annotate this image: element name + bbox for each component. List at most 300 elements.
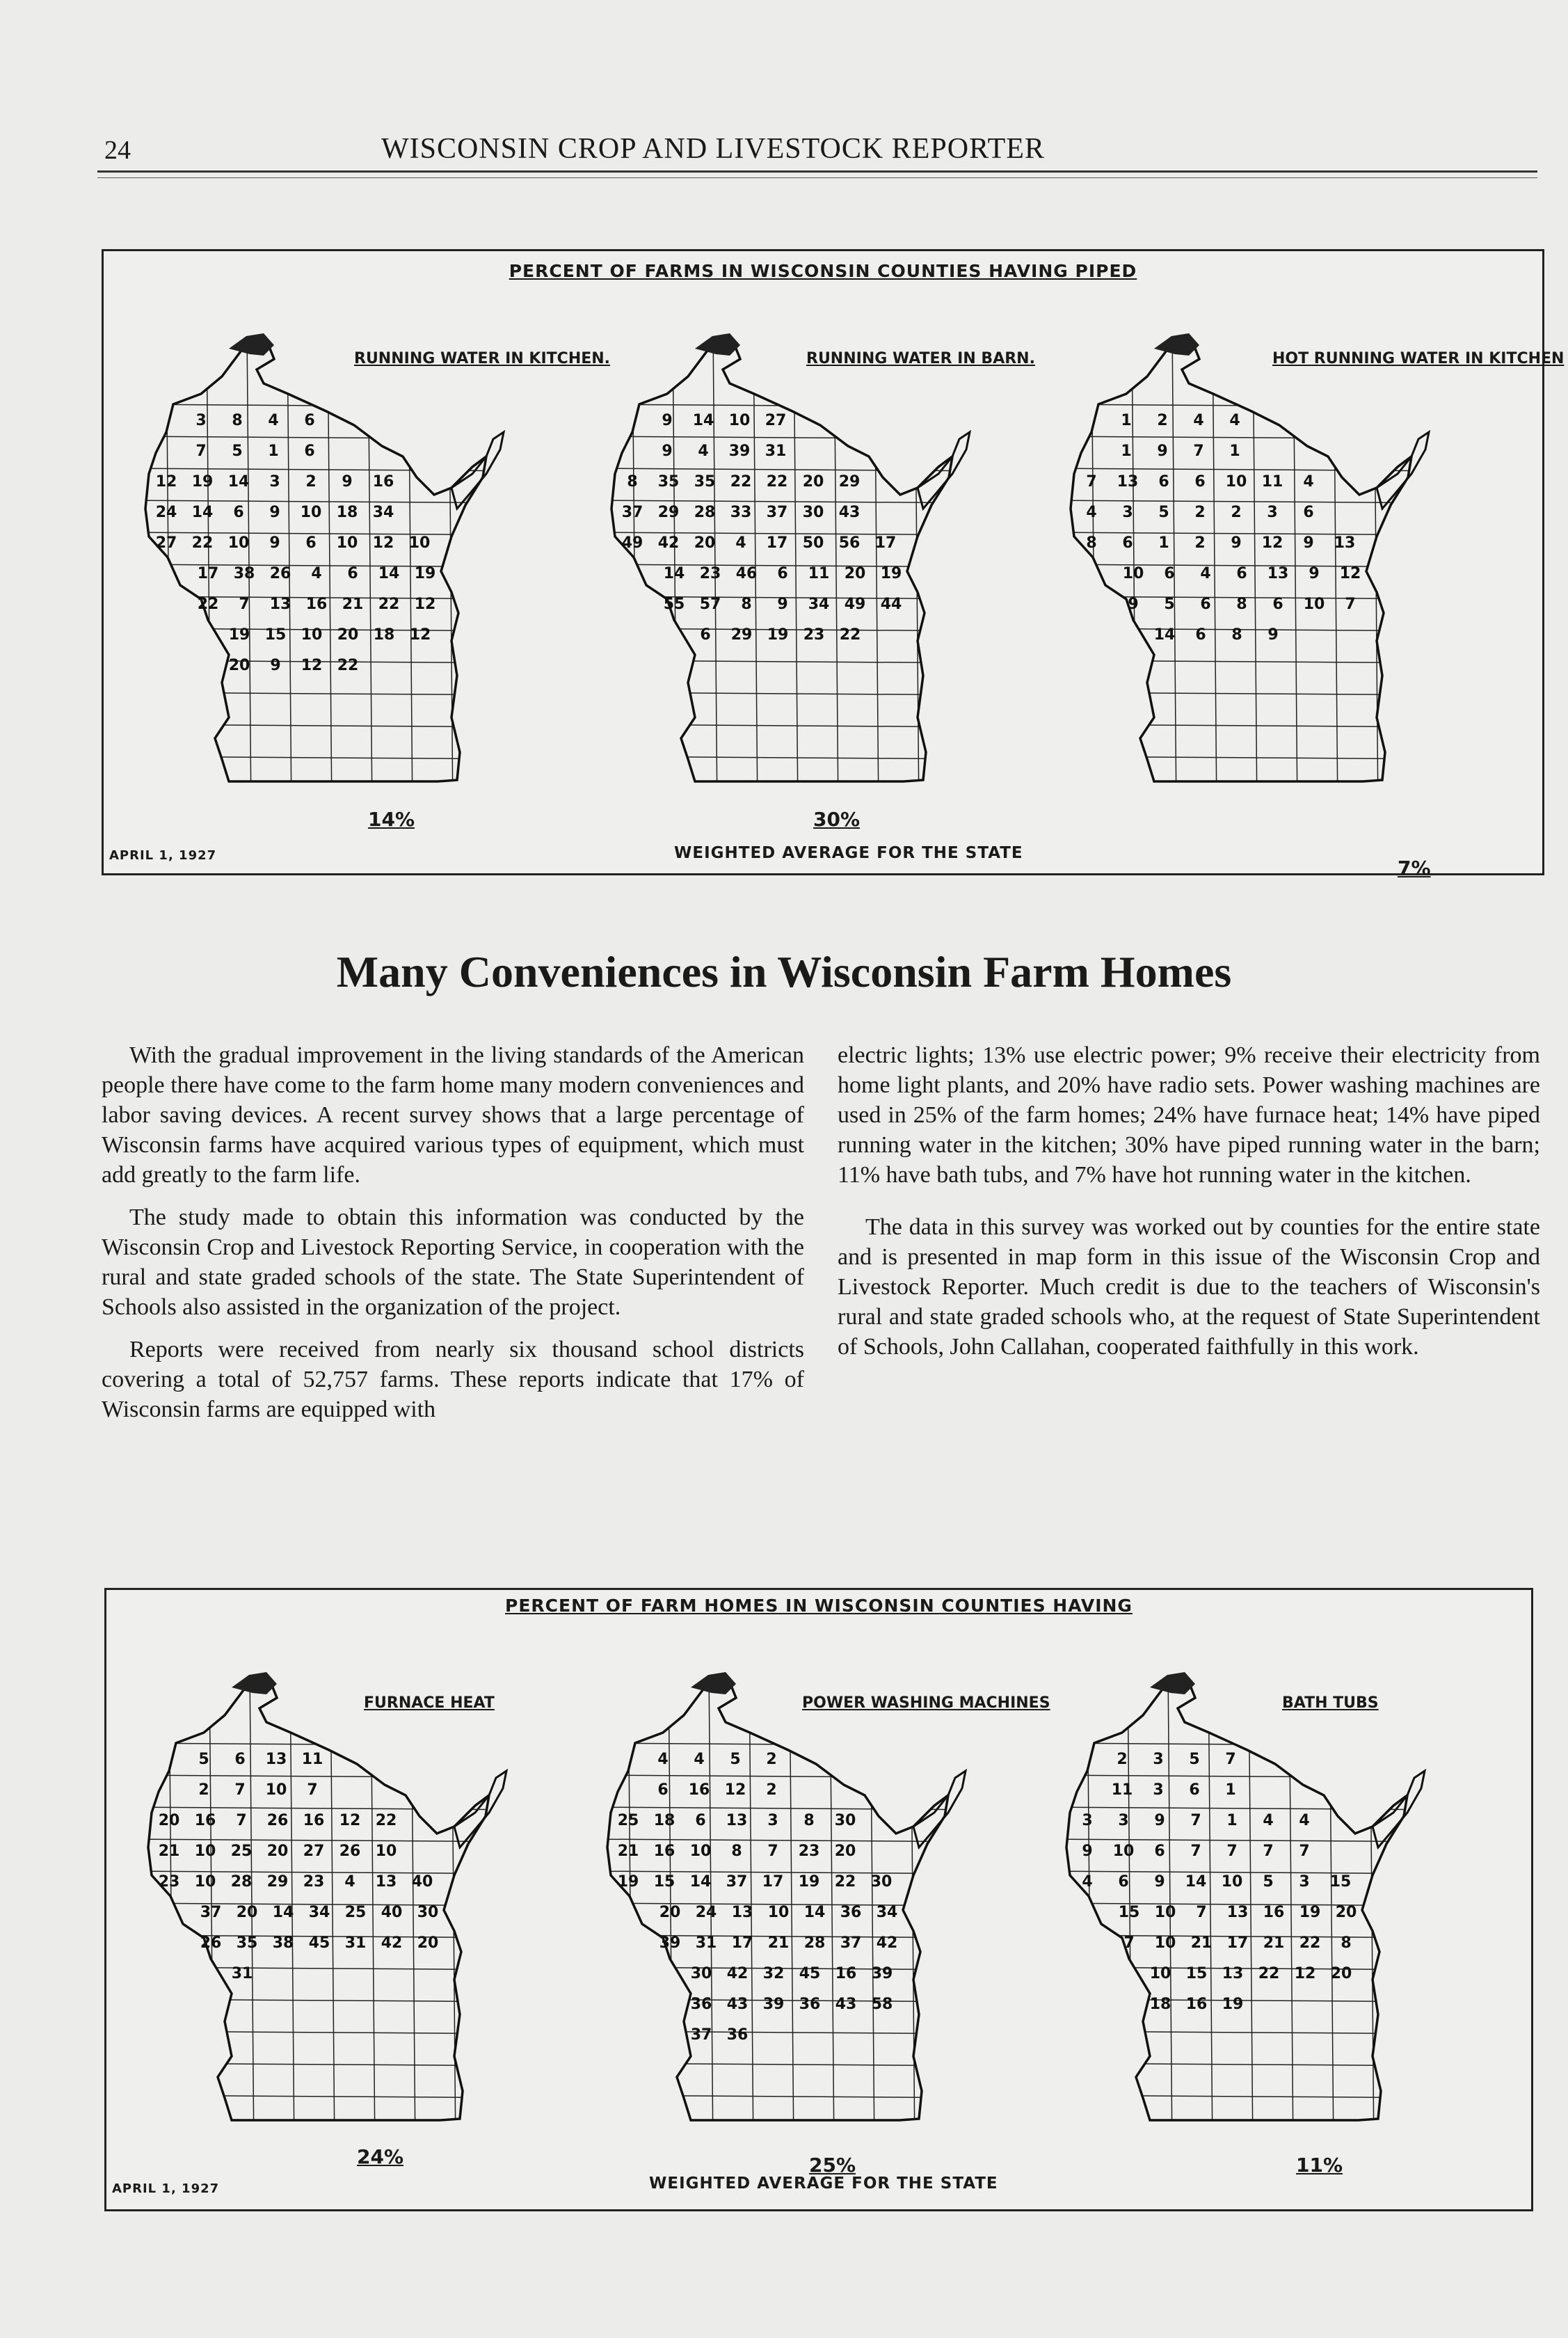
- paragraph: The study made to obtain this information was conducted by the Wisconsin Crop and Livestock Reporting Service, in cooperation with the rural and state graded schools of the state. The State Superintendent of Schools also assisted in the organization of the project.: [102, 1204, 804, 1320]
- county-value: 23: [803, 626, 825, 644]
- county-boundaries: [1046, 1667, 1463, 2154]
- county-value: 16: [688, 1781, 710, 1799]
- bottom-panel-title: PERCENT OF FARM HOMES IN WISCONSIN COUNTIES HAVING: [505, 1596, 1133, 1616]
- county-value: 13: [1226, 1904, 1249, 1921]
- map-average: 14%: [368, 808, 415, 831]
- county-value: 43: [726, 1996, 749, 2013]
- county-value: 25: [230, 1843, 253, 1860]
- county-value: 13: [269, 596, 291, 613]
- county-value: 3: [1153, 1781, 1164, 1799]
- map-bath-tubs: [1046, 1639, 1519, 2177]
- county-value: 12: [1294, 1965, 1316, 1982]
- county-value: 42: [381, 1934, 403, 1952]
- page-number: 24: [104, 136, 131, 165]
- county-value: 9: [269, 504, 280, 521]
- county-value: 12: [1261, 534, 1283, 552]
- county-value: 15: [653, 1873, 675, 1891]
- county-value: 10: [1303, 596, 1325, 613]
- county-value: 8: [731, 1843, 742, 1860]
- county-value: 7: [1225, 1751, 1236, 1768]
- county-value: 10: [300, 504, 322, 521]
- county-value: 56: [838, 534, 861, 552]
- county-value: 3: [1153, 1751, 1164, 1768]
- county-value: 1: [268, 443, 279, 460]
- county-value: 17: [197, 565, 219, 582]
- county-value: 22: [1299, 1934, 1321, 1952]
- county-value: 17: [766, 534, 788, 552]
- county-value: 26: [266, 1812, 289, 1829]
- county-value: 30: [870, 1873, 893, 1891]
- map-caption: FURNACE HEAT: [364, 1694, 495, 1712]
- county-value: 8: [627, 473, 638, 491]
- county-value: 37: [840, 1934, 862, 1952]
- wisconsin-county-map: [125, 328, 542, 815]
- wisconsin-county-map: [127, 1667, 545, 2154]
- map-power-washing-machines: [586, 1639, 1050, 2177]
- county-boundaries: [127, 1667, 545, 2154]
- county-value: 2: [1157, 412, 1168, 429]
- county-value: 13: [1267, 565, 1289, 582]
- county-value: 24: [695, 1904, 717, 1921]
- panel-date: APRIL 1, 1927: [109, 848, 217, 863]
- county-value: 7: [195, 443, 207, 460]
- county-value: 10: [375, 1843, 397, 1860]
- county-boundaries: [125, 328, 542, 815]
- county-value: 4: [694, 1751, 705, 1768]
- county-value: 20: [266, 1843, 289, 1860]
- county-value: 7: [307, 1781, 318, 1799]
- map-running-water-kitchen: [125, 300, 611, 831]
- county-value: 5: [198, 1751, 209, 1768]
- county-value: 38: [233, 565, 255, 582]
- county-value: 8: [1236, 596, 1247, 613]
- county-value: 27: [155, 534, 177, 552]
- county-value: 6: [1236, 565, 1247, 582]
- county-value: 7: [1123, 1934, 1135, 1952]
- county-value: 6: [1195, 626, 1206, 644]
- county-value: 14: [692, 412, 714, 429]
- county-value: 17: [1226, 1934, 1249, 1952]
- county-value: 20: [802, 473, 824, 491]
- county-value: 5: [730, 1751, 741, 1768]
- county-value: 9: [1157, 443, 1168, 460]
- county-value: 12: [409, 626, 431, 644]
- county-value: 3: [1267, 504, 1278, 521]
- county-value: 20: [1330, 1965, 1352, 1982]
- county-value: 12: [414, 596, 436, 613]
- county-value: 23: [158, 1873, 180, 1891]
- county-value: 4: [1263, 1812, 1274, 1829]
- top-panel-title: PERCENT OF FARMS IN WISCONSIN COUNTIES HAVING PIPED: [509, 261, 1137, 281]
- county-value: 36: [726, 2026, 749, 2044]
- county-value: 3: [767, 1812, 778, 1829]
- county-value: 22: [834, 1873, 856, 1891]
- county-value: 6: [304, 443, 315, 460]
- county-value: 21: [158, 1843, 180, 1860]
- county-value: 25: [617, 1812, 639, 1829]
- county-value: 21: [767, 1934, 790, 1952]
- county-value: 15: [1185, 1965, 1208, 1982]
- county-value: 1: [1121, 412, 1132, 429]
- county-value: 19: [414, 565, 436, 582]
- county-value: 3: [1118, 1812, 1129, 1829]
- wisconsin-county-map: [1050, 328, 1467, 815]
- county-value: 3: [1299, 1873, 1310, 1891]
- county-value: 3: [1122, 504, 1133, 521]
- county-value: 26: [269, 565, 291, 582]
- county-value: 36: [840, 1904, 862, 1921]
- county-value: 10: [194, 1873, 216, 1891]
- county-value: 43: [838, 504, 861, 521]
- panel-footer: WEIGHTED AVERAGE FOR THE STATE: [649, 2174, 998, 2193]
- county-value: 5: [1158, 504, 1169, 521]
- county-value: 18: [1149, 1996, 1171, 2013]
- county-value: 16: [835, 1965, 857, 1982]
- county-value: 29: [730, 626, 753, 644]
- map-caption: RUNNING WATER IN BARN.: [806, 350, 1035, 367]
- county-value: 12: [301, 657, 323, 674]
- county-value: 6: [1200, 596, 1211, 613]
- county-value: 16: [303, 1812, 325, 1829]
- county-value: 49: [844, 596, 866, 613]
- county-value: 32: [762, 1965, 785, 1982]
- county-value: 10: [1149, 1965, 1171, 1982]
- county-value: 4: [344, 1873, 355, 1891]
- county-value: 6: [233, 504, 244, 521]
- article-left-column: [102, 1040, 804, 1437]
- county-value: 30: [802, 504, 824, 521]
- county-value: 9: [270, 657, 281, 674]
- county-value: 16: [194, 1812, 216, 1829]
- county-value: 1: [1229, 443, 1240, 460]
- county-value: 20: [228, 657, 250, 674]
- county-value: 4: [698, 443, 709, 460]
- county-value: 9: [1231, 534, 1242, 552]
- county-value: 42: [657, 534, 680, 552]
- county-value: 30: [834, 1812, 856, 1829]
- county-value: 42: [726, 1965, 749, 1982]
- county-value: 11: [808, 565, 830, 582]
- county-value: 6: [1158, 473, 1169, 491]
- county-value: 42: [876, 1934, 898, 1952]
- lake-superior-shore: [1154, 333, 1199, 356]
- county-value: 22: [375, 1812, 397, 1829]
- county-value: 29: [657, 504, 680, 521]
- map-caption: HOT RUNNING WATER IN KITCHEN: [1272, 350, 1565, 367]
- county-value: 22: [197, 596, 219, 613]
- county-value: 7: [1086, 473, 1097, 491]
- header-rule: [97, 170, 1537, 173]
- county-value: 35: [694, 473, 716, 491]
- county-value: 45: [799, 1965, 821, 1982]
- county-value: 8: [1086, 534, 1097, 552]
- county-value: 7: [239, 596, 250, 613]
- county-value: 7: [236, 1812, 247, 1829]
- county-value: 37: [766, 504, 788, 521]
- county-value: 10: [1112, 1843, 1135, 1860]
- county-value: 7: [1196, 1904, 1207, 1921]
- county-value: 24: [155, 504, 177, 521]
- county-value: 34: [808, 596, 830, 613]
- county-value: 21: [1263, 1934, 1285, 1952]
- county-value: 4: [1229, 412, 1240, 429]
- wisconsin-county-map: [1046, 1667, 1463, 2154]
- county-value: 15: [1118, 1904, 1140, 1921]
- county-value: 23: [798, 1843, 820, 1860]
- county-value: 37: [726, 1873, 748, 1891]
- lake-superior-shore: [232, 1672, 277, 1694]
- county-value: 40: [411, 1873, 433, 1891]
- county-value: 8: [803, 1812, 815, 1829]
- county-value: 19: [880, 565, 902, 582]
- county-value: 16: [653, 1843, 675, 1860]
- county-value: 6: [1189, 1781, 1200, 1799]
- county-value: 28: [803, 1934, 826, 1952]
- county-value: 7: [1345, 596, 1356, 613]
- county-value: 39: [659, 1934, 681, 1952]
- county-value: 10: [227, 534, 250, 552]
- map-hot-running-water-kitchen: [1050, 300, 1565, 880]
- county-value: 4: [1299, 1812, 1310, 1829]
- county-value: 1: [1226, 1812, 1238, 1829]
- county-value: 31: [765, 443, 787, 460]
- county-value: 9: [1303, 534, 1314, 552]
- county-value: 8: [1231, 626, 1242, 644]
- county-value: 4: [268, 412, 279, 429]
- county-value: 27: [303, 1843, 325, 1860]
- county-value: 6: [234, 1751, 246, 1768]
- map-running-water-barn: [591, 300, 1036, 829]
- county-value: 10: [1122, 565, 1144, 582]
- county-value: 14: [803, 1904, 826, 1921]
- header-rule-thin: [97, 177, 1537, 178]
- county-value: 10: [336, 534, 358, 552]
- county-value: 11: [1261, 473, 1283, 491]
- county-value: 39: [762, 1996, 785, 2013]
- county-value: 12: [724, 1781, 746, 1799]
- county-value: 1: [1121, 443, 1132, 460]
- county-value: 6: [1194, 473, 1206, 491]
- county-value: 13: [375, 1873, 397, 1891]
- county-value: 6: [304, 412, 315, 429]
- county-value: 5: [232, 443, 243, 460]
- county-value: 22: [191, 534, 214, 552]
- county-value: 57: [699, 596, 721, 613]
- county-value: 35: [236, 1934, 258, 1952]
- county-value: 9: [1082, 1843, 1093, 1860]
- county-value: 36: [799, 1996, 821, 2013]
- map-average: 7%: [1398, 857, 1431, 880]
- county-value: 14: [378, 565, 400, 582]
- top-map-panel: [102, 249, 1565, 880]
- county-value: 19: [1299, 1904, 1321, 1921]
- county-value: 7: [1263, 1843, 1274, 1860]
- county-value: 8: [741, 596, 752, 613]
- county-value: 39: [871, 1965, 893, 1982]
- county-value: 4: [735, 534, 746, 552]
- map-caption: BATH TUBS: [1282, 1694, 1379, 1712]
- county-value: 14: [227, 473, 250, 491]
- county-boundaries: [1050, 328, 1467, 815]
- county-value: 21: [1190, 1934, 1213, 1952]
- county-value: 30: [690, 1965, 712, 1982]
- county-value: 19: [617, 1873, 639, 1891]
- wisconsin-county-map: [586, 1667, 1004, 2154]
- county-value: 44: [880, 596, 902, 613]
- county-value: 10: [265, 1781, 287, 1799]
- lake-superior-shore: [229, 333, 274, 356]
- county-value: 6: [657, 1781, 669, 1799]
- county-value: 12: [1339, 565, 1361, 582]
- county-value: 37: [621, 504, 643, 521]
- paragraph: With the gradual improvement in the living standards of the American people there have come to the farm home many modern conveniences and labor saving devices. A recent survey shows that a large percentage of Wisconsin farms have acquired various types of equipment, which must add greatly to the farm life.: [102, 1042, 804, 1188]
- county-value: 26: [200, 1934, 222, 1952]
- county-value: 2: [766, 1751, 777, 1768]
- county-value: 2: [198, 1781, 209, 1799]
- county-value: 13: [726, 1812, 748, 1829]
- county-value: 10: [1225, 473, 1247, 491]
- panel-date: APRIL 1, 1927: [112, 2181, 220, 2196]
- county-value: 9: [662, 443, 673, 460]
- county-value: 2: [1194, 534, 1206, 552]
- county-value: 10: [1154, 1934, 1176, 1952]
- county-value: 29: [266, 1873, 289, 1891]
- paragraph: The data in this survey was worked out by counties for the entire state and is presented in map form in this issue of the Wisconsin Crop and Livestock Reporter. Much credit is due to the teachers of Wisconsin's rural and state graded schools who, at the request of State Superintendent of Schools, John Callahan, cooperated faithfully in this work.: [838, 1214, 1540, 1360]
- county-value: 20: [236, 1904, 258, 1921]
- county-value: 22: [378, 596, 400, 613]
- map-caption: RUNNING WATER IN KITCHEN.: [354, 350, 611, 367]
- county-value: 3: [195, 412, 207, 429]
- county-value: 7: [767, 1843, 778, 1860]
- county-value: 12: [372, 534, 394, 552]
- county-value: 36: [690, 1996, 712, 2013]
- county-value: 50: [802, 534, 824, 552]
- page-header: [104, 124, 1537, 166]
- county-value: 31: [231, 1965, 253, 1982]
- county-value: 13: [1117, 473, 1139, 491]
- state-outline: [607, 1680, 948, 2120]
- county-value: 37: [200, 1904, 222, 1921]
- county-value: 7: [234, 1781, 246, 1799]
- county-value: 6: [700, 626, 711, 644]
- county-value: 8: [232, 412, 243, 429]
- paragraph: electric lights; 13% use electric power; 9% receive their electricity from home light plants, and 20% have radio sets. Power washing machines are used in 25% of the farm homes; 24% have furnace heat; 14% have piped running water in the kitchen; 30% have piped running water in the barn; 11% have bath tubs, and 7% have hot running water in the kitchen.: [838, 1042, 1540, 1188]
- county-value: 18: [336, 504, 358, 521]
- county-value: 9: [342, 473, 353, 491]
- county-value: 4: [1303, 473, 1314, 491]
- county-value: 22: [839, 626, 861, 644]
- county-value: 28: [694, 504, 716, 521]
- county-value: 11: [301, 1751, 323, 1768]
- state-outline: [148, 1680, 489, 2120]
- county-value: 2: [766, 1781, 777, 1799]
- county-value: 7: [1190, 1812, 1201, 1829]
- county-value: 17: [874, 534, 897, 552]
- state-outline: [1071, 342, 1411, 781]
- county-value: 20: [337, 626, 359, 644]
- county-value: 4: [1086, 504, 1097, 521]
- county-value: 9: [1267, 626, 1279, 644]
- county-value: 7: [1226, 1843, 1238, 1860]
- bottom-map-panel: [104, 1588, 1533, 2211]
- county-value: 19: [191, 473, 214, 491]
- county-value: 15: [264, 626, 287, 644]
- county-value: 45: [308, 1934, 330, 1952]
- map-average: 24%: [357, 2145, 404, 2168]
- county-value: 29: [838, 473, 861, 491]
- county-value: 13: [731, 1904, 753, 1921]
- article-title: Many Conveniences in Wisconsin Farm Homes: [336, 947, 1232, 996]
- county-value: 4: [1193, 412, 1204, 429]
- county-value: 21: [617, 1843, 639, 1860]
- county-value: 10: [194, 1843, 216, 1860]
- panel-footer: WEIGHTED AVERAGE FOR THE STATE: [674, 844, 1023, 862]
- county-value: 6: [1164, 565, 1175, 582]
- county-value: 7: [1190, 1843, 1201, 1860]
- county-value: 20: [417, 1934, 439, 1952]
- county-value: 1: [1158, 534, 1169, 552]
- state-outline: [611, 342, 952, 781]
- county-value: 14: [272, 1904, 294, 1921]
- county-value: 33: [730, 504, 752, 521]
- county-value: 12: [339, 1812, 361, 1829]
- county-value: 31: [695, 1934, 717, 1952]
- county-value: 10: [1221, 1873, 1243, 1891]
- map-caption: POWER WASHING MACHINES: [802, 1694, 1050, 1712]
- county-value: 16: [1185, 1996, 1208, 2013]
- county-value: 19: [798, 1873, 820, 1891]
- county-value: 14: [191, 504, 214, 521]
- county-value: 20: [1335, 1904, 1357, 1921]
- county-value: 13: [1334, 534, 1356, 552]
- county-boundaries: [591, 328, 1008, 815]
- county-value: 49: [621, 534, 643, 552]
- county-value: 30: [417, 1904, 439, 1921]
- county-value: 27: [765, 412, 787, 429]
- county-value: 16: [372, 473, 394, 491]
- county-value: 6: [1118, 1873, 1129, 1891]
- state-outline: [1066, 1680, 1407, 2120]
- county-value: 3: [269, 473, 280, 491]
- lake-superior-shore: [1150, 1672, 1195, 1694]
- paragraph: Reports were received from nearly six thousand school districts covering a total of 52,757 farms. These reports indicate that 17% of Wisconsin farms are equipped with: [102, 1337, 804, 1422]
- county-value: 35: [657, 473, 680, 491]
- county-value: 15: [1329, 1873, 1352, 1891]
- lake-superior-shore: [695, 333, 740, 356]
- county-value: 9: [662, 412, 673, 429]
- county-value: 9: [1154, 1812, 1165, 1829]
- county-value: 2: [1194, 504, 1206, 521]
- county-value: 34: [308, 1904, 330, 1921]
- county-value: 13: [1222, 1965, 1244, 1982]
- county-value: 6: [1122, 534, 1133, 552]
- county-value: 14: [663, 565, 685, 582]
- county-value: 31: [344, 1934, 367, 1952]
- county-value: 10: [728, 412, 751, 429]
- county-value: 20: [659, 1904, 681, 1921]
- county-value: 4: [657, 1751, 669, 1768]
- county-value: 16: [1263, 1904, 1285, 1921]
- county-value: 17: [731, 1934, 753, 1952]
- county-value: 9: [1154, 1873, 1165, 1891]
- county-value: 14: [1185, 1873, 1207, 1891]
- wisconsin-county-map: [591, 328, 1008, 815]
- county-value: 20: [844, 565, 866, 582]
- article-right-column: [838, 1040, 1540, 1374]
- county-value: 18: [373, 626, 395, 644]
- county-value: 13: [265, 1751, 287, 1768]
- county-value: 6: [1272, 596, 1283, 613]
